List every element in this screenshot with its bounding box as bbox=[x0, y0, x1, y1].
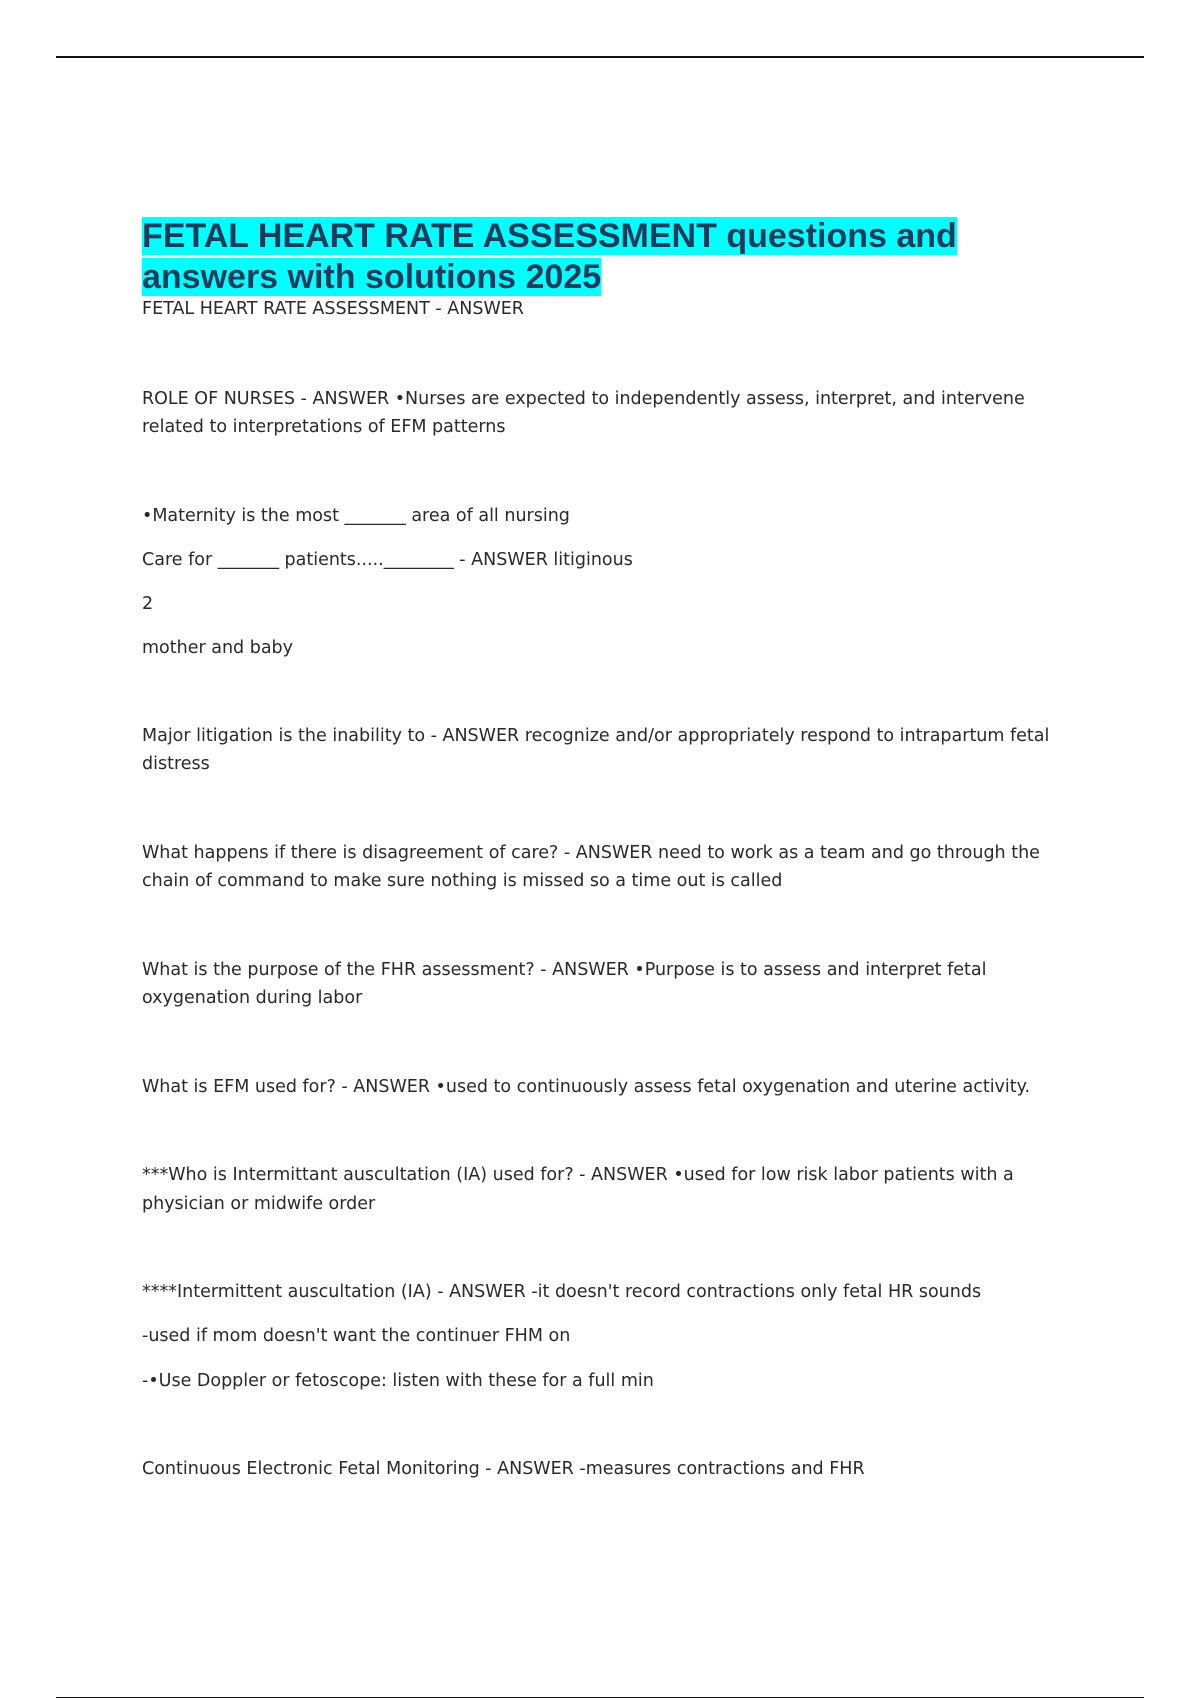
body-line: Continuous Electronic Fetal Monitoring - ANSWER -measures contractions and FHR bbox=[142, 1459, 865, 1479]
body-line: ***Who is Intermittant auscultation (IA) used for? - ANSWER •used for low risk labor patients with a bbox=[142, 1165, 1014, 1185]
document-title-line-2: answers with solutions 2025 bbox=[142, 258, 602, 296]
document-subtitle: FETAL HEART RATE ASSESSMENT - ANSWER bbox=[142, 299, 524, 319]
body-line: -•Use Doppler or fetoscope: listen with these for a full min bbox=[142, 1371, 654, 1391]
body-line: distress bbox=[142, 754, 210, 774]
document-title bbox=[142, 216, 1062, 298]
body-line: ROLE OF NURSES - ANSWER •Nurses are expected to independently assess, interpret, and intervene bbox=[142, 389, 1025, 409]
body-line: •Maternity is the most _______ area of all nursing bbox=[142, 506, 570, 526]
body-line: Major litigation is the inability to - ANSWER recognize and/or appropriately respond to intrapartum fetal bbox=[142, 726, 1050, 746]
body-line: physician or midwife order bbox=[142, 1194, 376, 1214]
body-line: Care for _______ patients.....________ - ANSWER litiginous bbox=[142, 550, 633, 570]
body-line: mother and baby bbox=[142, 638, 294, 658]
body-line: What happens if there is disagreement of care? - ANSWER need to work as a team and go through the bbox=[142, 843, 1040, 863]
body-line: ****Intermittent auscultation (IA) - ANSWER -it doesn't record contractions only fetal HR sounds bbox=[142, 1282, 982, 1302]
document-title-line-1: FETAL HEART RATE ASSESSMENT questions and bbox=[142, 217, 957, 255]
body-line: -used if mom doesn't want the continuer FHM on bbox=[142, 1326, 571, 1346]
body-line: What is the purpose of the FHR assessment? - ANSWER •Purpose is to assess and interpret fetal bbox=[142, 960, 987, 980]
body-line: related to interpretations of EFM patterns bbox=[142, 417, 506, 437]
body-line: 2 bbox=[142, 594, 154, 614]
bottom-rule bbox=[56, 1697, 1144, 1698]
top-rule bbox=[56, 56, 1144, 58]
body-line: chain of command to make sure nothing is missed so a time out is called bbox=[142, 871, 783, 891]
body-line: oxygenation during labor bbox=[142, 988, 363, 1008]
body-line: What is EFM used for? - ANSWER •used to continuously assess fetal oxygenation and uterine activity. bbox=[142, 1077, 1031, 1097]
